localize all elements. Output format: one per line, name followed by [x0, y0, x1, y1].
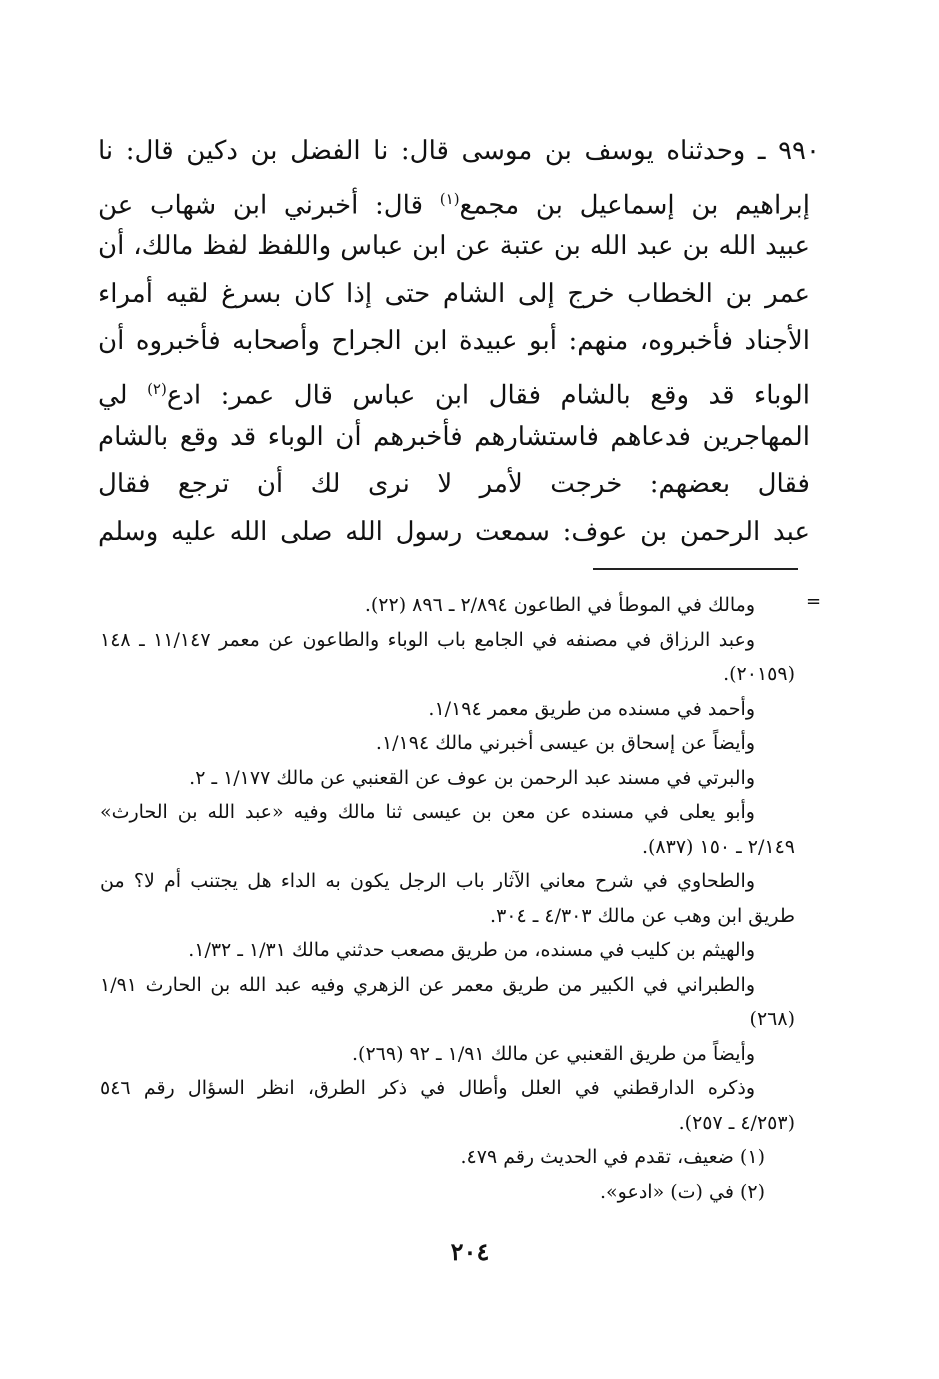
footnote-2: (٢) في (ت) «ادعو».	[600, 1180, 765, 1203]
footnote-line: (٢٠١٥٩).	[723, 663, 795, 685]
footnote-line: وأبو يعلى في مسنده عن معن بن عيسى ثنا مالك وفيه «عبد الله بن الحارث»	[100, 801, 755, 823]
footnote-line: (٤/٢٥٣ ـ ٢٥٧).	[678, 1111, 795, 1134]
text-line-6: الوباء قد وقع بالشام فقال ابن عباس قال عمر: ادع$^{(٢)}$ لي	[98, 379, 810, 411]
footnote-line: ومالك في الموطأ في الطاعون ٢/٨٩٤ ـ ٨٩٦ (٢٢).	[364, 594, 755, 616]
footnote-line: طريق ابن وهب عن مالك ٤/٣٠٣ ـ ٣٠٤.	[490, 904, 795, 927]
footnote-separator	[593, 568, 798, 570]
footnote-line: وأحمد في مسنده من طريق معمر ١/١٩٤.	[428, 697, 755, 720]
footnote-line: وذكره الدارقطني في العلل وأطال في ذكر الطرق، انظر السؤال رقم ٥٤٦	[100, 1077, 755, 1099]
text-line-5: الأجناد فأخبروه، منهم: أبو عبيدة ابن الجراح وأصحابه فأخبروه أن	[98, 326, 810, 357]
footnote-ref-1: (١)	[439, 189, 460, 208]
footnote-line: والطبراني في الكبير من طريق معمر عن الزهري وفيه عبد الله بن الحارث ١/٩١	[100, 973, 755, 996]
footnote-line: والطحاوي في شرح معاني الآثار باب الرجل يكون به الداء هل يجتنب أم لا؟ من	[100, 870, 755, 892]
footnote-line: وأيضاً من طريق القعنبي عن مالك ١/٩١ ـ ٩٢ (٢٦٩).	[352, 1042, 755, 1065]
footnote-line: والهيثم بن كليب في مسنده، من طريق مصعب حدثني مالك ١/٣١ ـ ١/٣٢.	[188, 939, 755, 961]
footnote-line: وعبد الرزاق في مصنفه في الجامع باب الوباء والطاعون عن معمر ١١/١٤٧ ـ ١٤٨	[100, 628, 756, 651]
page-number: ٢٠٤	[450, 1237, 490, 1266]
text-line-9: عبد الرحمن بن عوف: سمعت رسول الله صلى الله عليه وسلم	[98, 516, 810, 547]
footnote-line: ٢/١٤٩ ـ ١٥٠ (٨٣٧).	[641, 835, 795, 858]
footnote-1: (١) ضعيف، تقدم في الحديث رقم ٤٧٩.	[460, 1146, 765, 1168]
text-line-3: عبيد الله بن عبد الله بن عتبة عن ابن عباس واللفظ لفظ مالك، أن	[98, 231, 810, 262]
text-line-1: ٩٩٠ ـ وحدثناه يوسف بن موسى قال: نا الفضل بن دكين قال: نا	[98, 136, 820, 166]
footnote-line: وأيضاً عن إسحاق بن عيسى أخبرني مالك ١/١٩٤.	[375, 732, 755, 754]
footnote-line: (٢٦٨)	[749, 1008, 795, 1030]
text-line-4: عمر بن الخطاب خرج إلى الشام حتى إذا كان بسرغ لقيه أمراء	[98, 278, 810, 309]
continuation-mark: =	[806, 591, 822, 612]
text-line-2: إبراهيم بن إسماعيل بن مجمع$^{(١)}$ قال: أخبرني ابن شهاب عن	[98, 189, 810, 221]
text-line-7: المهاجرين فدعاهم فاستشارهم فأخبرهم أن الوباء قد وقع بالشام	[98, 421, 810, 452]
hadith-text	[98, 128, 820, 556]
footnote-line: والبرتي في مسند عبد الرحمن بن عوف عن القعنبي عن مالك ١/١٧٧ ـ ٢.	[189, 766, 755, 789]
footnotes	[100, 588, 795, 1209]
text-line-8: فقال بعضهم: خرجت لأمر لا نرى لك أن ترجع فقال	[98, 469, 810, 500]
footnote-ref-2: (٢)	[147, 379, 167, 398]
